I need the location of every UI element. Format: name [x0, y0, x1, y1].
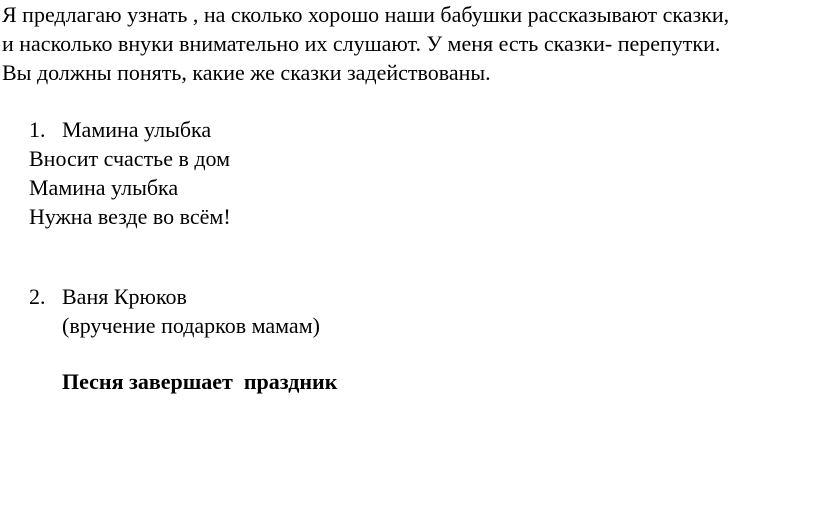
intro-line: и насколько внуки внимательно их слушают. У меня есть сказки- перепутки.	[2, 31, 721, 56]
intro-line: Я предлагаю узнать , на сколько хорошо наши бабушки рассказывают сказки,	[2, 2, 730, 27]
list-item-text: (вручение подарков мамам)	[62, 313, 320, 338]
list-item-text: Нужна везде во всём!	[29, 204, 231, 229]
list-item-2	[29, 282, 320, 340]
list-number: 2.	[29, 284, 46, 309]
intro-paragraph	[2, 0, 814, 87]
list-item-text: Мамина улыбка	[62, 117, 212, 142]
list-item-first-line	[29, 115, 231, 144]
list-item-text: Мамина улыбка	[29, 175, 179, 200]
closing-line: Песня завершает праздник	[62, 369, 338, 394]
list-item-text: Вносит счастье в дом	[29, 146, 231, 171]
list-item-1	[29, 115, 231, 231]
list-item-text: Ваня Крюков	[62, 284, 187, 309]
intro-line: Вы должны понять, какие же сказки задействованы.	[2, 60, 491, 85]
list-number: 1.	[29, 117, 46, 142]
list-item-first-line	[29, 282, 320, 311]
